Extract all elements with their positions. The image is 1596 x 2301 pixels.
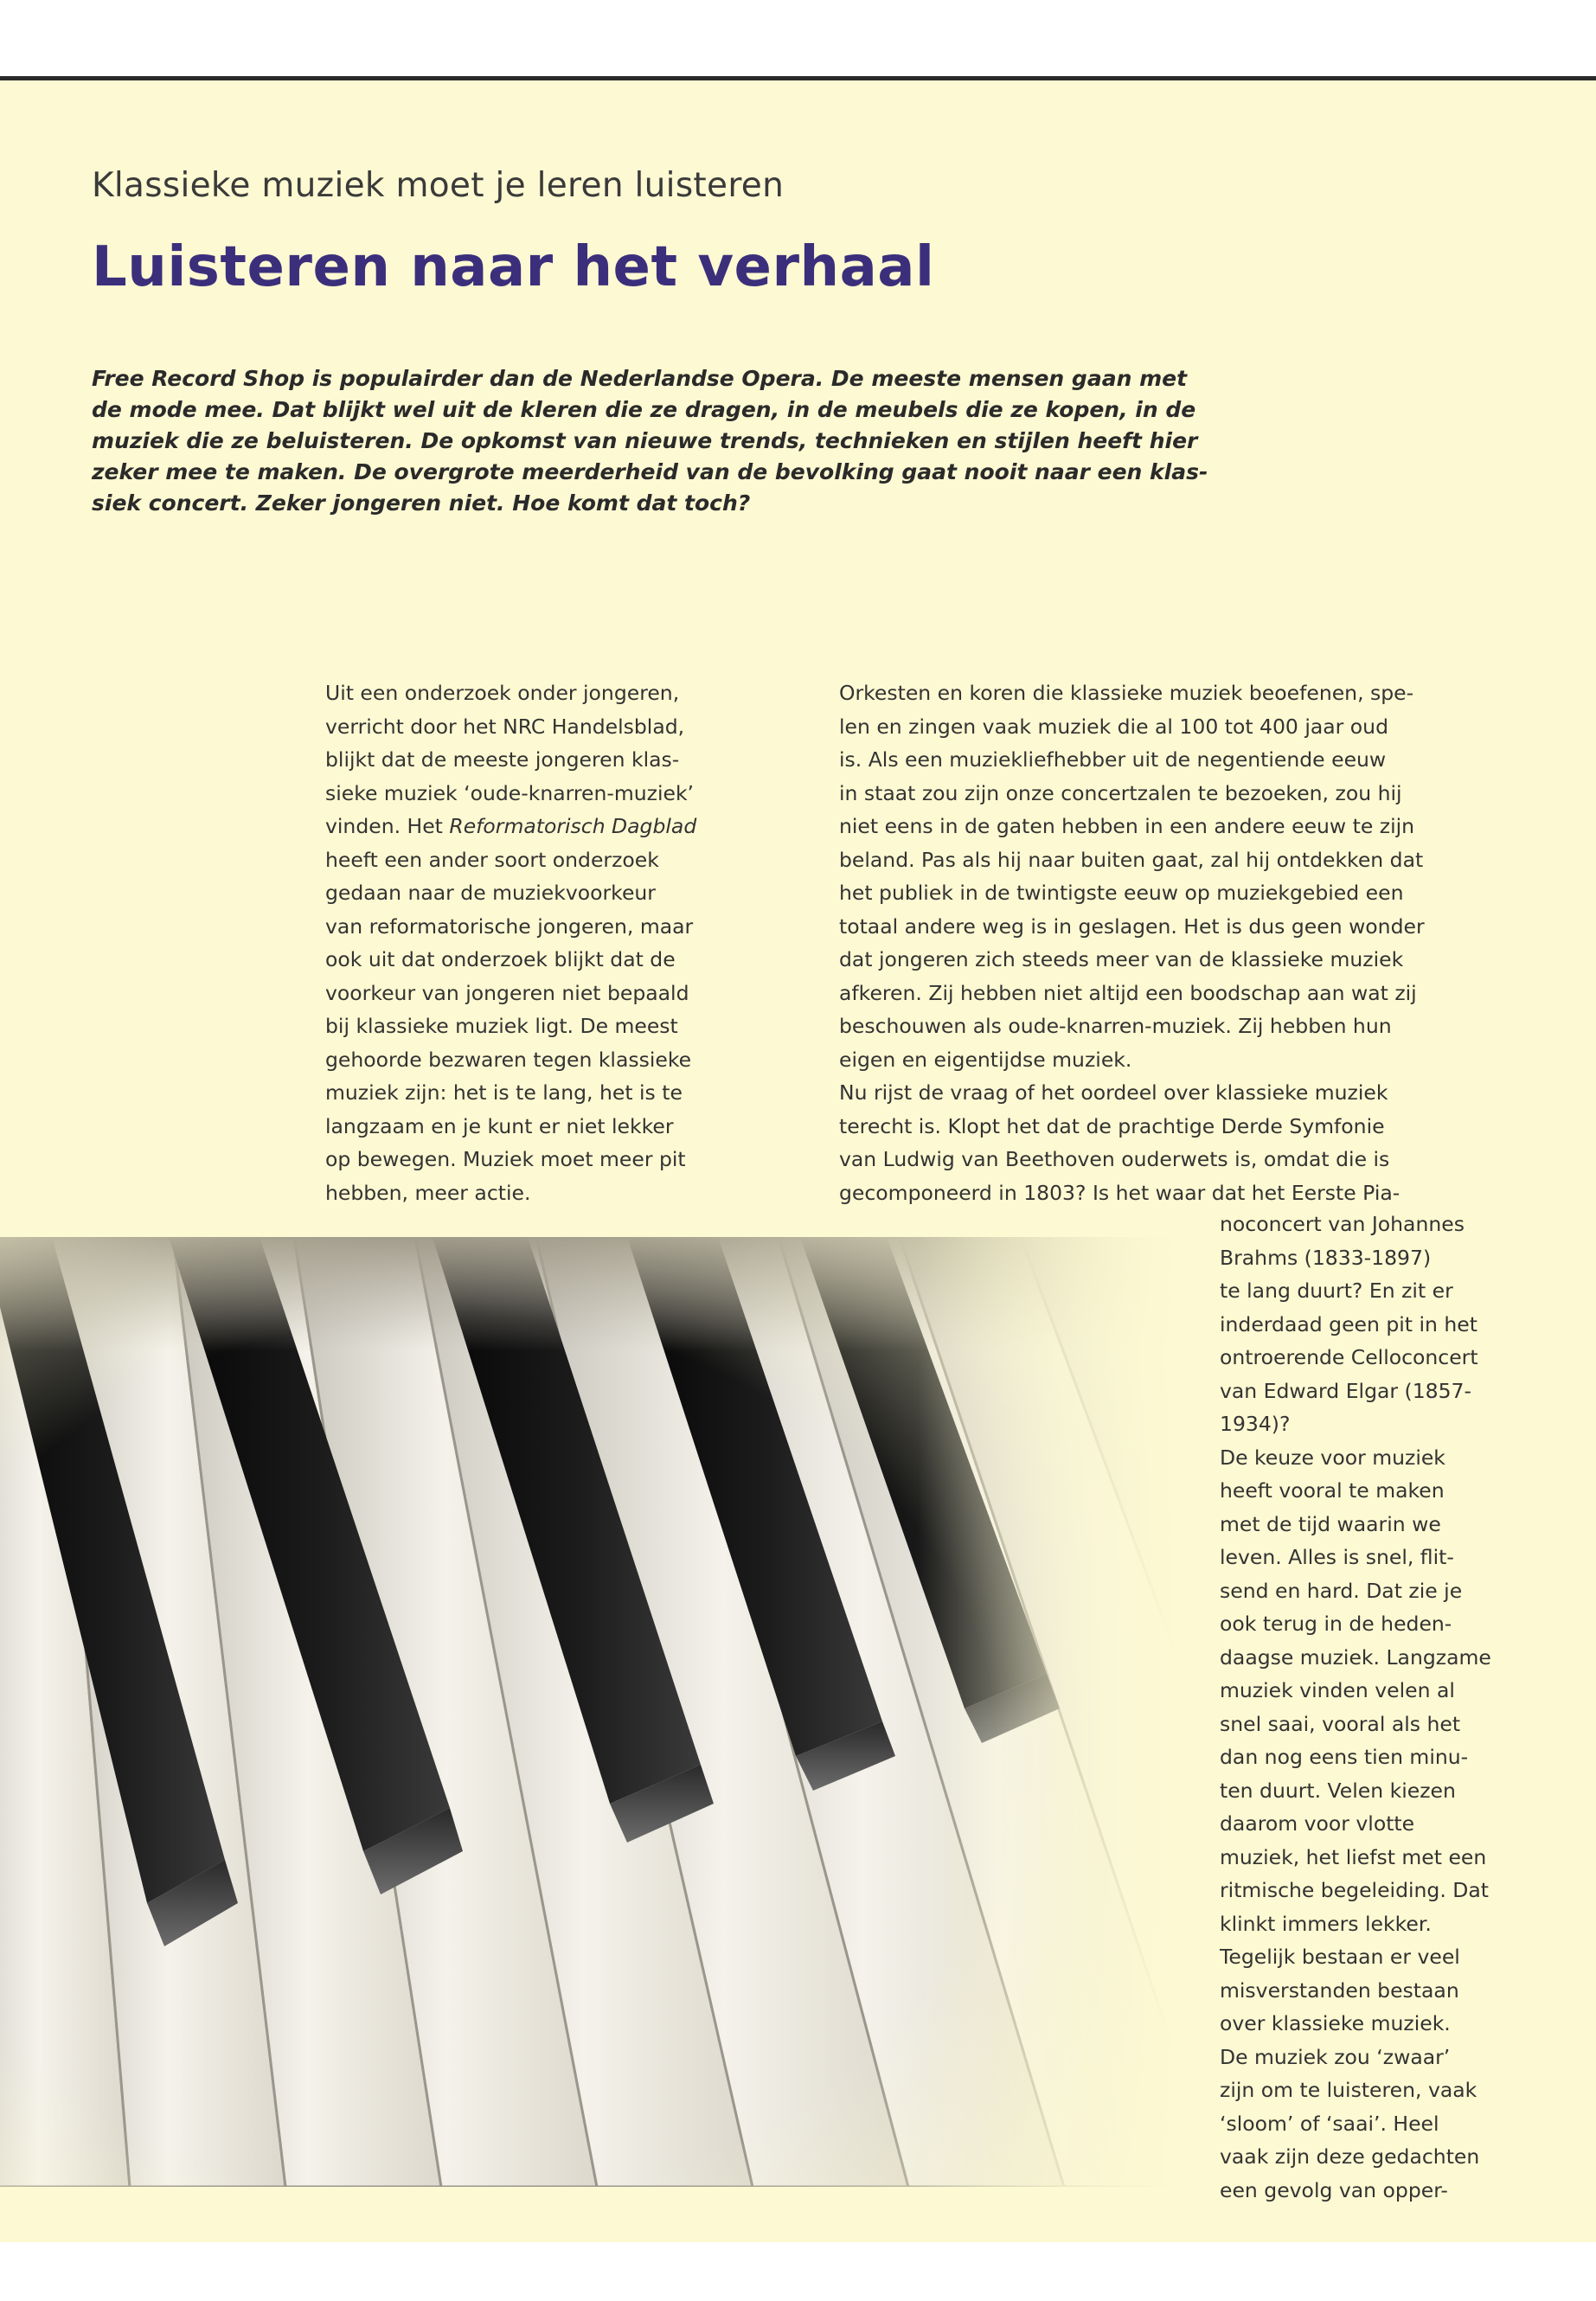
body-line: snel saai, vooral als het bbox=[1220, 1711, 1461, 1736]
body-line: ten duurt. Velen kiezen bbox=[1220, 1778, 1456, 1803]
body-line: gecomponeerd in 1803? Is het waar dat het Eerste Pia- bbox=[839, 1180, 1401, 1205]
body-line: misverstanden bestaan bbox=[1220, 1977, 1459, 2003]
photo-right-fade bbox=[0, 1237, 1176, 2187]
body-line: inderdaad geen pit in het bbox=[1220, 1311, 1477, 1336]
body-line: ritmische begeleiding. Dat bbox=[1220, 1878, 1489, 1902]
body-column-2 bbox=[839, 676, 1425, 1209]
intro-line: siek concert. Zeker jongeren niet. Hoe komt dat toch? bbox=[92, 490, 751, 516]
intro-line: zeker mee te maken. De overgrote meerderheid van de bevolking gaat nooit naar een klas- bbox=[92, 459, 1208, 484]
intro-line: Free Record Shop is populairder dan de Nederlandse Opera. De meeste mensen gaan met bbox=[92, 366, 1188, 391]
body-line: daarom voor vlotte bbox=[1220, 1811, 1415, 1836]
body-line: het publiek in de twintigste eeuw op muziekgebied een bbox=[839, 881, 1404, 905]
body-line bbox=[325, 810, 696, 843]
body-line: in staat zou zijn onze concertzalen te bezoeken, zou hij bbox=[839, 780, 1402, 805]
body-line: 1934)? bbox=[1220, 1412, 1291, 1436]
body-line: op bewegen. Muziek moet meer pit bbox=[325, 1147, 686, 1171]
body-line: sieke muziek ‘oude-knarren-muziek’ bbox=[325, 780, 695, 805]
body-line: ‘sloom’ of ‘saai’. Heel bbox=[1220, 2111, 1439, 2136]
body-line: van Edward Elgar (1857- bbox=[1220, 1378, 1471, 1403]
article-intro bbox=[92, 363, 1363, 519]
body-line: blijkt dat de meeste jongeren klas- bbox=[325, 747, 680, 772]
body-line: eigen en eigentijdse muziek. bbox=[839, 1047, 1132, 1072]
body-line: Orkesten en koren die klassieke muziek beoefenen, spe- bbox=[839, 681, 1414, 705]
body-line: met de tijd waarin we bbox=[1220, 1511, 1441, 1536]
body-line: vaak zijn deze gedachten bbox=[1220, 2144, 1480, 2169]
body-line: noconcert van Johannes bbox=[1220, 1212, 1465, 1236]
body-line: hebben, meer actie. bbox=[325, 1180, 531, 1205]
body-line: een gevolg van opper- bbox=[1220, 2177, 1448, 2202]
body-line: over klassieke muziek. bbox=[1220, 2011, 1451, 2035]
intro-line: de mode mee. Dat blijkt wel uit de kleren die ze dragen, in de meubels die ze kopen, in de bbox=[92, 397, 1196, 422]
body-column-1 bbox=[325, 676, 696, 1209]
article-title: Luisteren naar het verhaal bbox=[92, 235, 935, 299]
body-line: voorkeur van jongeren niet bepaald bbox=[325, 980, 689, 1005]
body-line: ook terug in de heden- bbox=[1220, 1612, 1452, 1636]
body-line: beland. Pas als hij naar buiten gaat, zal hij ontdekken dat bbox=[839, 847, 1424, 872]
body-line: verricht door het NRC Handelsblad, bbox=[325, 714, 685, 739]
body-line: te lang duurt? En zit er bbox=[1220, 1279, 1453, 1303]
article-kicker: Klassieke muziek moet je leren luisteren bbox=[92, 166, 785, 205]
body-line: beschouwen als oude-knarren-muziek. Zij hebben hun bbox=[839, 1014, 1392, 1038]
body-line: De keuze voor muziek bbox=[1220, 1445, 1445, 1470]
body-line: Nu rijst de vraag of het oordeel over klassieke muziek bbox=[839, 1080, 1388, 1105]
body-line: Uit een onderzoek onder jongeren, bbox=[325, 681, 680, 705]
body-line: niet eens in de gaten hebben in een andere eeuw te zijn bbox=[839, 814, 1415, 838]
body-line: dan nog eens tien minu- bbox=[1220, 1745, 1469, 1769]
newspaper-name-italic: Reformatorisch Dagblad bbox=[449, 814, 697, 838]
body-line: terecht is. Klopt het dat de prachtige Derde Symfonie bbox=[839, 1113, 1385, 1138]
body-line: klinkt immers lekker. bbox=[1220, 1911, 1432, 1936]
body-line: bij klassieke muziek ligt. De meest bbox=[325, 1014, 678, 1038]
top-rule bbox=[0, 76, 1596, 80]
body-line: van reformatorische jongeren, maar bbox=[325, 913, 694, 939]
body-line: totaal andere weg is in geslagen. Het is dus geen wonder bbox=[839, 913, 1425, 939]
body-line: langzaam en je kunt er niet lekker bbox=[325, 1113, 674, 1138]
body-line: De muziek zou ‘zwaar’ bbox=[1220, 2044, 1451, 2069]
body-line: heeft een ander soort onderzoek bbox=[325, 847, 659, 872]
piano-keys-photo bbox=[0, 1237, 1176, 2187]
body-line: send en hard. Dat zie je bbox=[1220, 1578, 1463, 1603]
body-line: muziek zijn: het is te lang, het is te bbox=[325, 1080, 683, 1105]
body-line: daagse muziek. Langzame bbox=[1220, 1644, 1491, 1670]
body-line: ontroerende Celloconcert bbox=[1220, 1345, 1478, 1369]
body-line: is. Als een muziekliefhebber uit de negentiende eeuw bbox=[839, 747, 1387, 772]
piano-keys-illustration bbox=[0, 1237, 1176, 2187]
body-line: len en zingen vaak muziek die al 100 tot 400 jaar oud bbox=[839, 714, 1388, 739]
body-column-3 bbox=[1220, 1208, 1491, 2207]
intro-line: muziek die ze beluisteren. De opkomst van nieuwe trends, technieken en stijlen heeft hier bbox=[92, 428, 1198, 453]
body-line: ook uit dat onderzoek blijkt dat de bbox=[325, 947, 676, 971]
body-line: muziek, het liefst met een bbox=[1220, 1844, 1487, 1869]
body-line: Brahms (1833-1897) bbox=[1220, 1245, 1432, 1270]
body-line: leven. Alles is snel, flit- bbox=[1220, 1545, 1454, 1569]
body-line: muziek vinden velen al bbox=[1220, 1678, 1455, 1702]
body-line: gedaan naar de muziekvoorkeur bbox=[325, 881, 656, 905]
body-line: dat jongeren zich steeds meer van de klassieke muziek bbox=[839, 947, 1404, 971]
body-line: van Ludwig van Beethoven ouderwets is, omdat die is bbox=[839, 1147, 1390, 1171]
body-line: gehoorde bezwaren tegen klassieke bbox=[325, 1047, 692, 1072]
body-line: heeft vooral te maken bbox=[1220, 1478, 1445, 1503]
body-line-start: vinden. Het bbox=[325, 814, 450, 838]
body-line: zijn om te luisteren, vaak bbox=[1220, 2078, 1477, 2102]
body-line: afkeren. Zij hebben niet altijd een boodschap aan wat zij bbox=[839, 980, 1417, 1005]
body-line: Tegelijk bestaan er veel bbox=[1220, 1945, 1460, 1969]
